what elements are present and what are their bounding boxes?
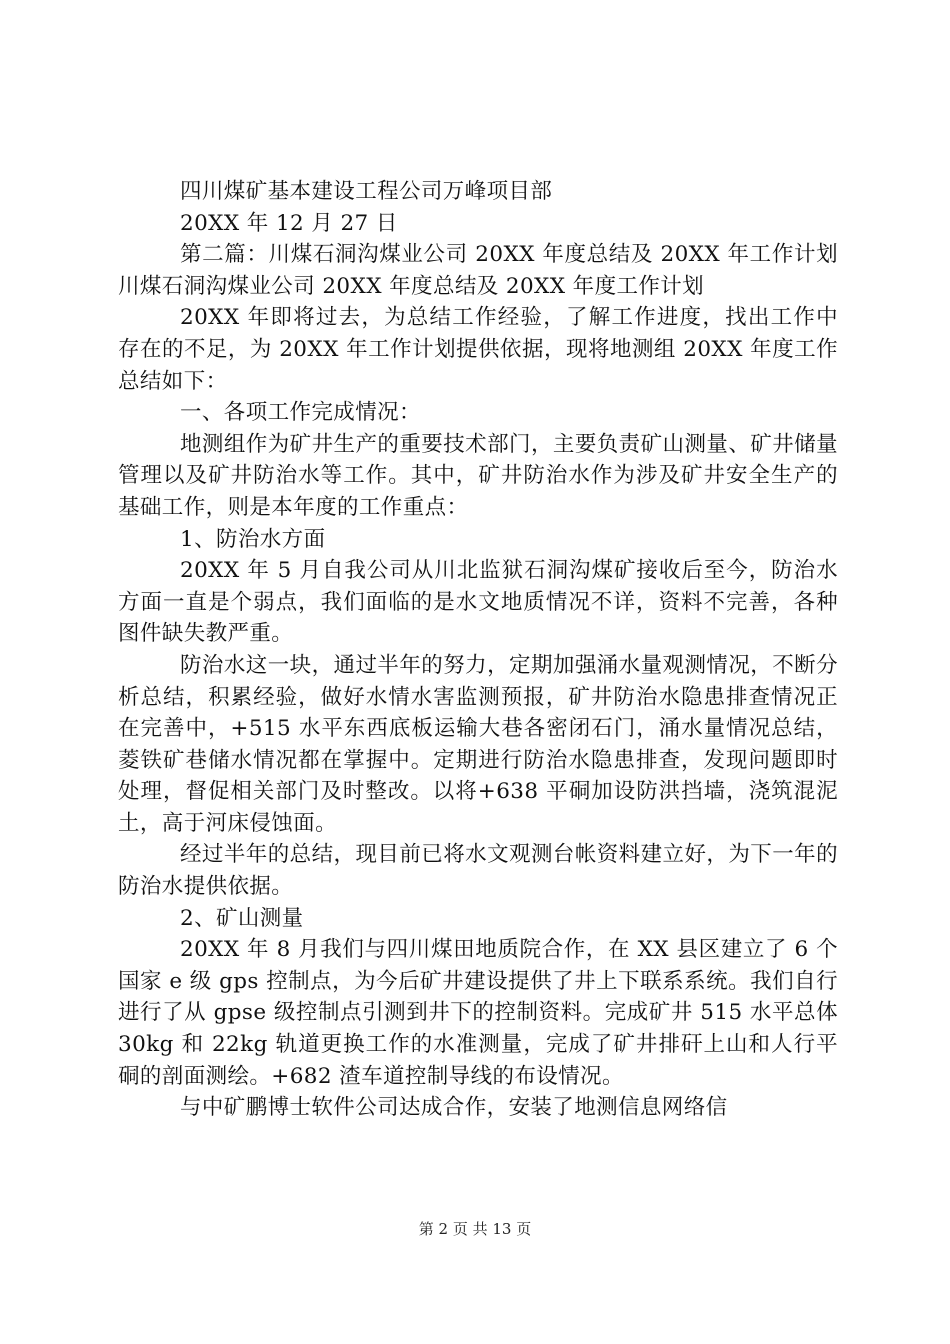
document-body (118, 176, 838, 1124)
heading-water-prevention: 1、防治水方面 (180, 526, 326, 552)
paragraph-survey-work: 20XX 年 8 月我们与四川煤田地质院合作，在 XX 县区建立了 6 个国家 e 级 gps 控制点，为今后矿井建设提供了井上下联系系统。我们自行进行了从 gpse 级控制点引测到井下的控制资料。完成矿井 515 水平总体 30kg 和 22kg 轨道更换工作的水准测量，完成了矿井排矸上山和人行平硐的剖面测绘。+682 渣车道控制导线的布设情况。 (118, 937, 838, 1089)
paragraph-water-work: 防治水这一块，通过半年的努力，定期加强涌水量观测情况，不断分析总结，积累经验，做好水情水害监测预报，矿井防治水隐患排查情况正在完善中，+515 水平东西底板运输大巷各密闭石门，涌水量情况总结，菱铁矿巷储水情况都在掌握中。定期进行防治水隐患排查，发现问题即时处理，督促相关部门及时整改。以将+638 平硐加设防洪挡墙，浇筑混泥土，高于河床侵蚀面。 (118, 652, 838, 836)
paragraph-water-summary: 经过半年的总结，现目前已将水文观测台帐资料建立好，为下一年的防治水提供依据。 (118, 842, 838, 900)
paragraph-department-role: 地测组作为矿井生产的重要技术部门，主要负责矿山测量、矿井储量管理以及矿井防治水等工作。其中，矿井防治水作为涉及矿井安全生产的基础工作，则是本年度的工作重点： (118, 431, 838, 520)
page-number-footer: 第 2 页 共 13 页 (418, 1220, 532, 1238)
intro-paragraph: 20XX 年即将过去，为总结工作经验，了解工作进度，找出工作中存在的不足，为 20XX 年工作计划提供依据，现将地测组 20XX 年度工作总结如下： (118, 305, 838, 394)
heading-work-completion: 一、各项工作完成情况： (180, 400, 421, 426)
heading-mine-survey: 2、矿山测量 (180, 905, 304, 931)
signature-date: 20XX 年 12 月 27 日 (180, 210, 398, 236)
paragraph-software-cooperation: 与中矿鹏博士软件公司达成合作，安装了地测信息网络信 (180, 1095, 728, 1121)
section-title: 第二篇：川煤石洞沟煤业公司 20XX 年度总结及 20XX 年工作计划川煤石洞沟煤业公司 20XX 年度总结及 20XX 年度工作计划 (118, 242, 838, 299)
org-signature: 四川煤矿基本建设工程公司万峰项目部 (180, 179, 553, 204)
paragraph-water-background: 20XX 年 5 月自我公司从川北监狱石洞沟煤矿接收后至今，防治水方面一直是个弱点，我们面临的是水文地质情况不详，资料不完善，各种图件缺失教严重。 (118, 558, 838, 647)
